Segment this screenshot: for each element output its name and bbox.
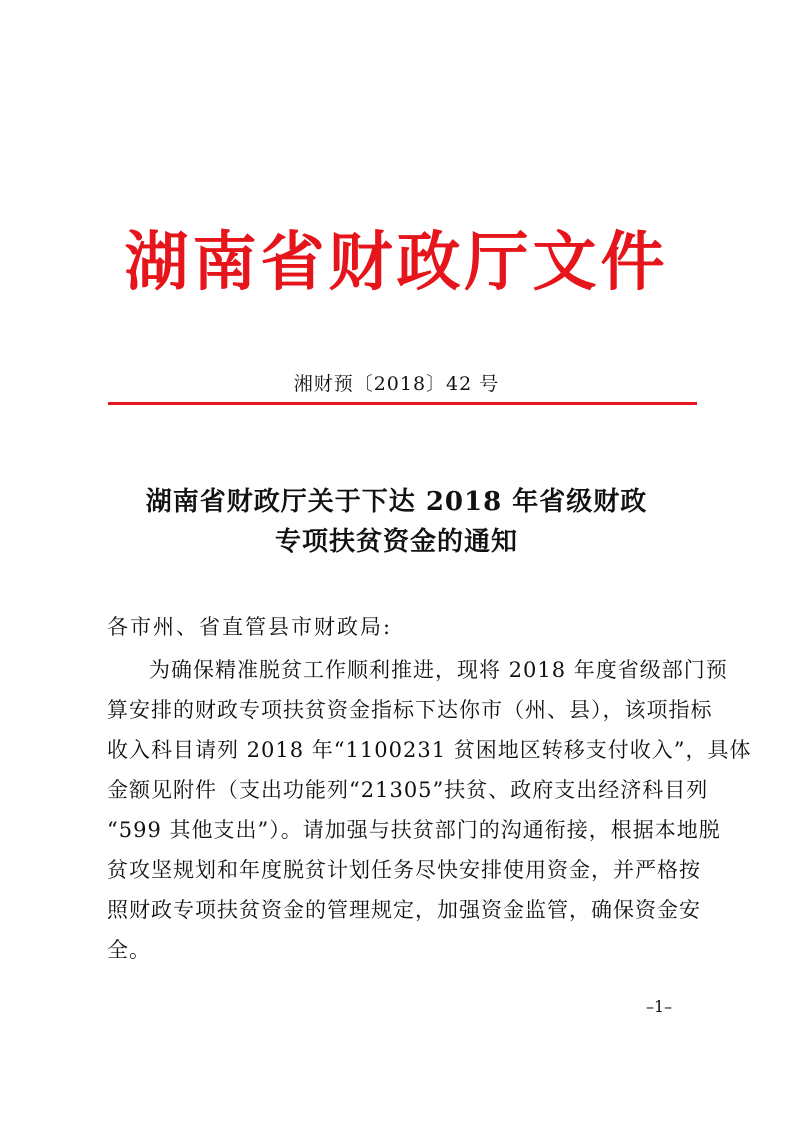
document-title <box>0 482 793 562</box>
page-number: –1– <box>646 997 673 1016</box>
body-line: “599 其他支出”）。请加强与扶贫部门的沟通衔接，根据本地脱 <box>107 818 721 842</box>
document-masthead: 湖南省财政厅文件 <box>124 225 669 300</box>
document-number: 湘财预〔2018〕42 号 <box>293 373 500 395</box>
body-line: 算安排的财政专项扶贫资金指标下达你市（州、县），该项指标 <box>107 698 713 722</box>
body-line: 照财政专项扶贫资金的管理规定，加强资金监管，确保资金安 <box>107 898 701 922</box>
body-paragraph <box>107 650 752 970</box>
red-separator-line <box>108 402 697 405</box>
body-line: 金额见附件（支出功能列“21305”扶贫、政府支出经济科目列 <box>107 778 709 802</box>
body-line: 贫攻坚规划和年度脱贫计划任务尽快安排使用资金，并严格按 <box>107 858 701 882</box>
body-line: 收入科目请列 2018 年“1100231 贫困地区转移支付收入”，具体 <box>107 738 752 762</box>
body-line: 全。 <box>107 938 151 962</box>
document-title-line-1: 湖南省财政厅关于下达 2018 年省级财政 <box>145 487 648 517</box>
salutation: 各市州、省直管县市财政局: <box>107 615 393 639</box>
document-title-line-2: 专项扶贫资金的通知 <box>274 527 518 557</box>
body-line: 为确保精准脱贫工作顺利推进，现将 2018 年度省级部门预 <box>149 658 728 682</box>
